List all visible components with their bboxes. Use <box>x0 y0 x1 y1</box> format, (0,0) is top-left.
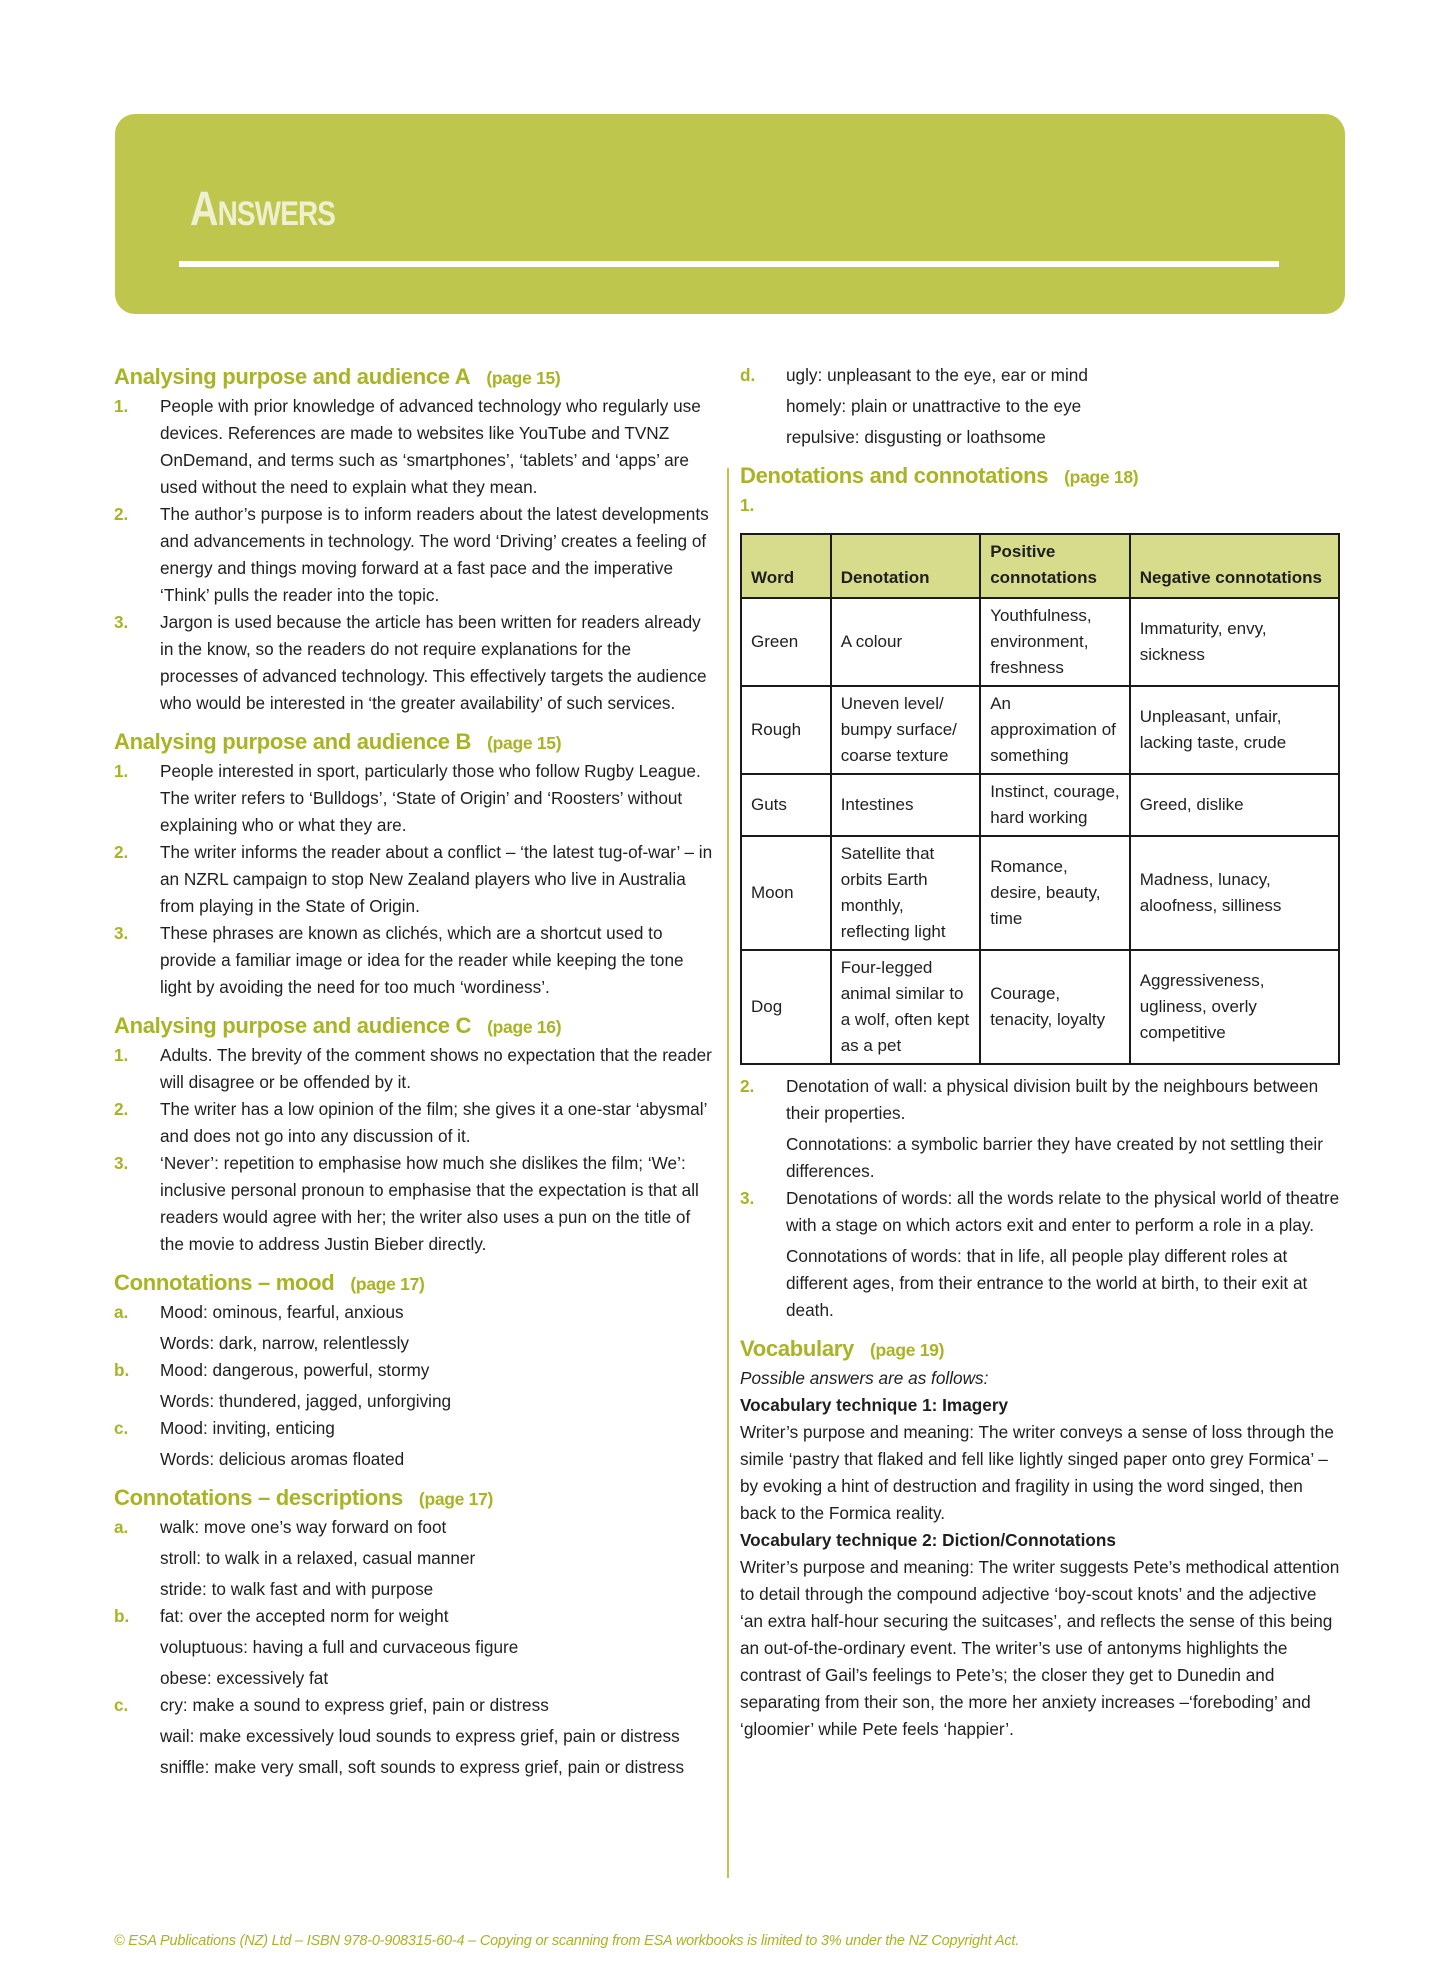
answer-text: repulsive: disgusting or loathsome <box>786 427 1046 447</box>
right-column <box>740 362 1340 1743</box>
copyright-footer: © ESA Publications (NZ) Ltd – ISBN 978-0-908315-60-4 – Copying or scanning from ESA workbooks is limited to 3% under the NZ Copyright Act. <box>114 1933 1020 1949</box>
table-cell: Madness, lunacy, aloofness, silliness <box>1130 836 1339 950</box>
item-number: a. <box>114 1302 129 1322</box>
answer-text: Denotations of words: all the words relate to the physical world of theatre with a stage on which actors exit and enter to perform a role in a play. <box>786 1188 1340 1235</box>
item-number: 3. <box>114 1153 129 1173</box>
item-number: 1. <box>740 495 755 515</box>
section-title: Analysing purpose and audience C <box>114 1013 472 1038</box>
answer-text: Mood: ominous, fearful, anxious <box>160 1302 404 1322</box>
item-number: 3. <box>114 612 129 632</box>
answer-text: fat: over the accepted norm for weight <box>160 1606 449 1626</box>
answer-text: sniffle: make very small, soft sounds to express grief, pain or distress <box>160 1757 685 1777</box>
title-banner <box>115 114 1345 314</box>
section-heading <box>740 1334 1340 1365</box>
item-number: b. <box>114 1360 130 1380</box>
table-row <box>741 598 1339 686</box>
page-ref: (page 17) <box>418 1489 494 1509</box>
table-cell: Four-legged animal similar to a wolf, often kept as a pet <box>831 950 981 1064</box>
page-ref: (page 19) <box>869 1340 945 1360</box>
answer-text: voluptuous: having a full and curvaceous figure <box>160 1637 519 1657</box>
answer-text: Words: delicious aromas floated <box>160 1449 405 1469</box>
table-row <box>741 836 1339 950</box>
section-heading <box>114 1483 714 1514</box>
table-cell: Instinct, courage, hard working <box>980 774 1130 836</box>
answer-text: obese: excessively fat <box>160 1668 329 1688</box>
answer-text: Denotation of wall: a physical division built by the neighbours between their properties. <box>786 1076 1319 1123</box>
answer-item <box>114 1150 714 1258</box>
answer-text: These phrases are known as clichés, which are a shortcut used to provide a familiar image or idea for the reader while keeping the tone light by avoiding the need for too much ‘wordiness’. <box>160 923 684 997</box>
page-title: Answers <box>190 183 336 236</box>
item-number: 3. <box>114 923 129 943</box>
answer-text: Words: thundered, jagged, unforgiving <box>160 1391 452 1411</box>
column-header: Word <box>741 534 831 598</box>
item-number: c. <box>114 1695 129 1715</box>
answer-item <box>114 1603 714 1692</box>
answer-item <box>114 393 714 501</box>
item-number: a. <box>114 1517 129 1537</box>
answer-item <box>114 1415 714 1473</box>
answer-item <box>114 1514 714 1603</box>
item-number: 1. <box>114 396 129 416</box>
answer-item <box>114 920 714 1001</box>
item-number: 1. <box>114 1045 129 1065</box>
item-number: 3. <box>740 1188 755 1208</box>
table-cell: Youthfulness, environment, freshness <box>980 598 1130 686</box>
page-ref: (page 15) <box>487 733 562 753</box>
table-cell: Courage, tenacity, loyalty <box>980 950 1130 1064</box>
answer-item <box>114 609 714 717</box>
intro-text: Possible answers are as follows: <box>740 1368 989 1388</box>
answer-item <box>114 1692 714 1781</box>
column-header: Denotation <box>831 534 981 598</box>
section-heading <box>114 362 714 393</box>
answer-text: The writer has a low opinion of the film; she gives it a one-star ‘abysmal’ and does not go into any discussion of it. <box>160 1099 707 1146</box>
answer-item <box>114 1042 714 1096</box>
answer-text: People with prior knowledge of advanced technology who regularly use devices. References are made to websites like YouTube and TVNZ OnDemand, and terms such as ‘smartphones’, ‘tablets’ and ‘apps’ are used without the need to explain what they mean. <box>160 396 701 497</box>
answer-item <box>740 492 1340 519</box>
table-row <box>741 774 1339 836</box>
section-title: Connotations – mood <box>114 1270 335 1295</box>
table-cell: Immaturity, envy, sickness <box>1130 598 1339 686</box>
table-cell: Uneven level/ bumpy surface/ coarse texture <box>831 686 981 774</box>
answer-text: stroll: to walk in a relaxed, casual manner <box>160 1548 476 1568</box>
answer-text: cry: make a sound to express grief, pain or distress <box>160 1695 549 1715</box>
title-underline <box>179 261 1279 267</box>
technique-heading: Vocabulary technique 1: Imagery <box>740 1395 1009 1415</box>
section-title: Denotations and connotations <box>740 463 1049 488</box>
answer-item <box>740 1185 1340 1324</box>
left-column <box>114 362 714 1781</box>
answer-text: stride: to walk fast and with purpose <box>160 1579 434 1599</box>
table-cell: An approximation of something <box>980 686 1130 774</box>
table-cell: Aggressiveness, ugliness, overly competitive <box>1130 950 1339 1064</box>
table-cell: Greed, dislike <box>1130 774 1339 836</box>
table-cell: Intestines <box>831 774 981 836</box>
page-ref: (page 15) <box>486 368 561 388</box>
item-number: c. <box>114 1418 129 1438</box>
section-heading <box>740 461 1340 492</box>
table-cell: Rough <box>741 686 831 774</box>
denotation-table <box>740 533 1340 1065</box>
section-title: Vocabulary <box>740 1336 854 1361</box>
table-cell: A colour <box>831 598 981 686</box>
column-header: Positive connotations <box>980 534 1130 598</box>
section-heading <box>114 1011 714 1042</box>
table-cell: Unpleasant, unfair, lacking taste, crude <box>1130 686 1339 774</box>
answer-item <box>114 1096 714 1150</box>
table-cell: Dog <box>741 950 831 1064</box>
table-row <box>741 950 1339 1064</box>
section-heading <box>114 727 714 758</box>
answer-text: The author’s purpose is to inform readers about the latest developments and advancements in technology. The word ‘Driving’ creates a feeling of energy and things moving forward at a fast pace and the imperative ‘Think’ pulls the reader into the topic. <box>160 504 709 605</box>
page-ref: (page 17) <box>350 1274 425 1294</box>
table-row <box>741 686 1339 774</box>
answer-text: Connotations: a symbolic barrier they have created by not settling their differences. <box>786 1134 1323 1181</box>
answer-item <box>114 839 714 920</box>
answer-text: Mood: dangerous, powerful, stormy <box>160 1360 430 1380</box>
section-title: Analysing purpose and audience A <box>114 364 471 389</box>
item-number: 2. <box>114 842 129 862</box>
item-number: 2. <box>740 1076 755 1096</box>
table-cell: Satellite that orbits Earth monthly, reflecting light <box>831 836 981 950</box>
technique-heading: Vocabulary technique 2: Diction/Connotations <box>740 1530 1116 1550</box>
item-number: 2. <box>114 1099 129 1119</box>
table-cell: Guts <box>741 774 831 836</box>
answer-item <box>114 1299 714 1357</box>
answer-item <box>740 1073 1340 1185</box>
answer-text: Words: dark, narrow, relentlessly <box>160 1333 409 1353</box>
section-heading <box>114 1268 714 1299</box>
answer-item <box>740 362 1340 451</box>
column-header: Negative connotations <box>1130 534 1339 598</box>
answer-text: The writer informs the reader about a conflict – ‘the latest tug-of-war’ – in an NZRL campaign to stop New Zealand players who live in Australia from playing in the State of Origin. <box>160 842 713 916</box>
answer-text: ‘Never’: repetition to emphasise how much she dislikes the film; ‘We’: inclusive personal pronoun to emphasise that the expectation is that all readers would agree with her; the writer also uses a pun on the title of the movie to address Justin Bieber directly. <box>160 1153 699 1254</box>
page-ref: (page 18) <box>1064 467 1139 487</box>
answer-item <box>114 758 714 839</box>
section-title: Connotations – descriptions <box>114 1485 403 1510</box>
table-cell: Romance, desire, beauty, time <box>980 836 1130 950</box>
answer-text: ugly: unpleasant to the eye, ear or mind <box>786 365 1088 385</box>
answer-text: walk: move one’s way forward on foot <box>160 1517 447 1537</box>
item-number: 1. <box>114 761 129 781</box>
answer-text: homely: plain or unattractive to the eye <box>786 396 1082 416</box>
answer-item <box>114 1357 714 1415</box>
answer-text: Connotations of words: that in life, all people play different roles at different ages, from their entrance to the world at birth, to their exit at death. <box>786 1246 1308 1320</box>
technique-text: Writer’s purpose and meaning: The writer suggests Pete’s methodical attention to detail through the compound adjective ‘boy-scout knots’ and the adjective ‘an extra half-hour securing the suitcases’, and reflects the sense of this being an out-of-the-ordinary event. The writer’s use of antonyms highlights the contrast of Gail’s feelings to Pete’s; the closer they get to Dunedin and separating from their son, the more her anxiety increases –‘foreboding’ and ‘gloomier’ while Pete feels ‘happier’. <box>740 1557 1340 1739</box>
table-cell: Moon <box>741 836 831 950</box>
table-header-row <box>741 534 1339 598</box>
table-cell: Green <box>741 598 831 686</box>
item-number: d. <box>740 365 756 385</box>
answer-text: Adults. The brevity of the comment shows no expectation that the reader will disagree or be offended by it. <box>160 1045 712 1092</box>
item-number: 2. <box>114 504 129 524</box>
technique-text: Writer’s purpose and meaning: The writer conveys a sense of loss through the simile ‘pastry that flaked and fell like lightly singed paper onto grey Formica’ – by evoking a hint of destruction and fragility in using the word singed, then back to the Formica reality. <box>740 1422 1334 1523</box>
answer-text: wail: make excessively loud sounds to express grief, pain or distress <box>160 1726 680 1746</box>
page-ref: (page 16) <box>487 1017 562 1037</box>
answer-text: People interested in sport, particularly those who follow Rugby League. The writer refers to ‘Bulldogs’, ‘State of Origin’ and ‘Roosters’ without explaining who or what they are. <box>160 761 701 835</box>
answer-text: Mood: inviting, enticing <box>160 1418 335 1438</box>
answer-text: Jargon is used because the article has been written for readers already in the know, so the readers do not require explanations for the processes of advanced technology. This effectively targets the audience who would be interested in ‘the greater availability’ of such services. <box>160 612 707 713</box>
section-title: Analysing purpose and audience B <box>114 729 472 754</box>
item-number: b. <box>114 1606 130 1626</box>
answer-item <box>114 501 714 609</box>
column-divider <box>727 468 729 1878</box>
